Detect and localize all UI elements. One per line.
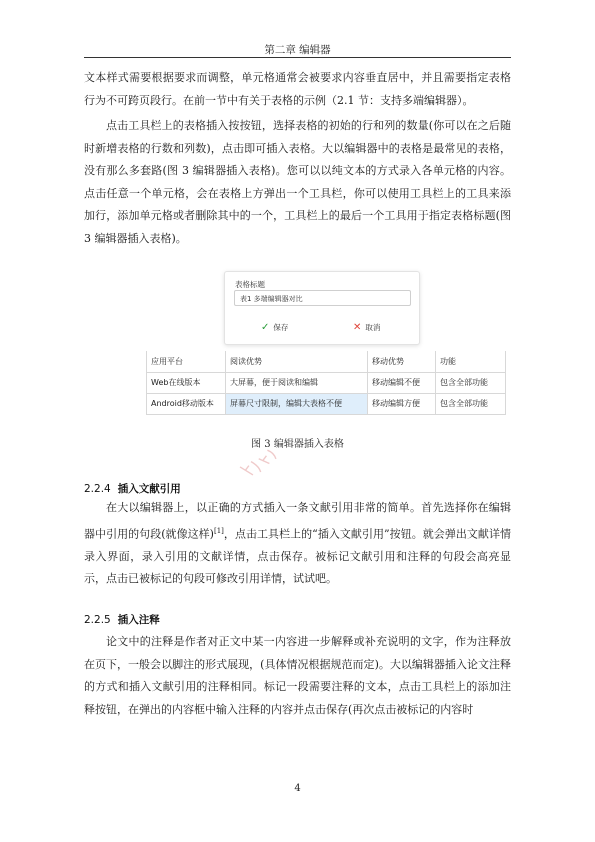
table-title-input[interactable]: 表1 多端编辑器对比 bbox=[234, 290, 411, 306]
table-header-cell[interactable]: 功能 bbox=[436, 351, 506, 372]
section-number: 2.2.4 bbox=[84, 483, 111, 495]
section-title: 插入注释 bbox=[117, 614, 160, 626]
table-row bbox=[147, 393, 506, 414]
table-cell[interactable]: 移动编辑方便 bbox=[368, 393, 436, 414]
close-icon: ✕ bbox=[353, 322, 362, 333]
paragraph-intro: 文本样式需要根据要求而调整，单元格通常会被要求内容垂直居中，并且需要指定表格行为不可跨页段行。在前一节中有关于表格的示例（2.1 节：支持多端编辑器）。 bbox=[84, 71, 511, 107]
citation-mark[interactable]: [1] bbox=[213, 526, 224, 535]
cancel-button[interactable] bbox=[353, 322, 380, 333]
paragraph-table-insert: 点击工具栏上的表格插入按按钮，选择表格的初始的行和列的数量(你可以在之后随时新增表格的行数和列数)，点击即可插入表格。大以编辑器中的表格是最常见的表格，没有那么多套路(图 3 编辑器插入表格)。您可以以纯文本的方式录入各单元格的内容。点击任意一个单元格，会在表格上方弹出一个工具栏，你可以使用工具栏上的工具来添加行，添加单元格或者删除其中的一个，工具栏上的最后一个工具用于指定表格标题(图 3 编辑器插入表格)。 bbox=[84, 119, 511, 245]
table-header-cell[interactable]: 阅读优势 bbox=[226, 351, 368, 372]
dialog-title: 表格标题 bbox=[235, 280, 265, 289]
paragraph-citation bbox=[84, 497, 511, 591]
table-cell[interactable]: 包含全部功能 bbox=[436, 372, 506, 393]
paragraph-annotation: 论文中的注释是作者对正文中某一内容进一步解释或补充说明的文字，作为注释放在页下，一般会以脚注的形式展现，(具体情况根据规范而定)。大以编辑器插入论文注释的方式和插入文献引用的注释相同。标记一段需要注释的文本，点击工具栏上的添加注释按钮，在弹出的内容框中输入注释的内容并点击保存(再次点击被标记的内容时 bbox=[84, 635, 511, 716]
save-button[interactable] bbox=[261, 322, 288, 333]
table-header-cell[interactable]: 应用平台 bbox=[147, 351, 226, 372]
table-cell[interactable]: 移动编辑不便 bbox=[368, 372, 436, 393]
table-cell[interactable]: 包含全部功能 bbox=[436, 393, 506, 414]
check-icon: ✓ bbox=[261, 322, 270, 333]
figure-caption: 图 3 编辑器插入表格 bbox=[251, 439, 344, 450]
table-cell-selected[interactable]: 屏幕尺寸限制，编辑大表格不便 bbox=[226, 393, 368, 414]
citation-text-before: 在大以编辑器上，以正确的方式插入一条文献引用非常的简单。首先选择你在编辑器中引用的句段(就像这样) bbox=[84, 501, 511, 541]
citation-text-after: ，点击工具栏上的“插入文献引用”按钮。就会弹出文献详情录入界面，录入引用的文献详情，点击保存。被标记文献引用和注释的句段会高亮显示，点击已被标记的句段可修改引用详情，试试吧。 bbox=[84, 527, 511, 586]
section-heading-2-2-4 bbox=[84, 481, 181, 496]
table-cell[interactable]: 大屏幕，便于阅读和编辑 bbox=[226, 372, 368, 393]
comparison-table bbox=[146, 351, 506, 415]
section-number: 2.2.5 bbox=[84, 614, 111, 626]
table-title-dialog bbox=[224, 271, 420, 345]
table-cell[interactable]: Web在线版本 bbox=[147, 372, 226, 393]
section-title: 插入文献引用 bbox=[117, 483, 181, 495]
figure-table-insert bbox=[146, 271, 506, 418]
table-header-row bbox=[147, 351, 506, 372]
running-header: 第二章 编辑器 bbox=[264, 44, 331, 56]
save-button-label: 保存 bbox=[273, 323, 289, 332]
table-header-cell[interactable]: 移动优势 bbox=[368, 351, 436, 372]
page-number: 4 bbox=[294, 783, 301, 794]
header-rule bbox=[84, 57, 511, 58]
cancel-button-label: 取消 bbox=[365, 323, 381, 332]
table-cell[interactable]: Android移动版本 bbox=[147, 393, 226, 414]
table-row bbox=[147, 372, 506, 393]
section-heading-2-2-5 bbox=[84, 612, 160, 627]
